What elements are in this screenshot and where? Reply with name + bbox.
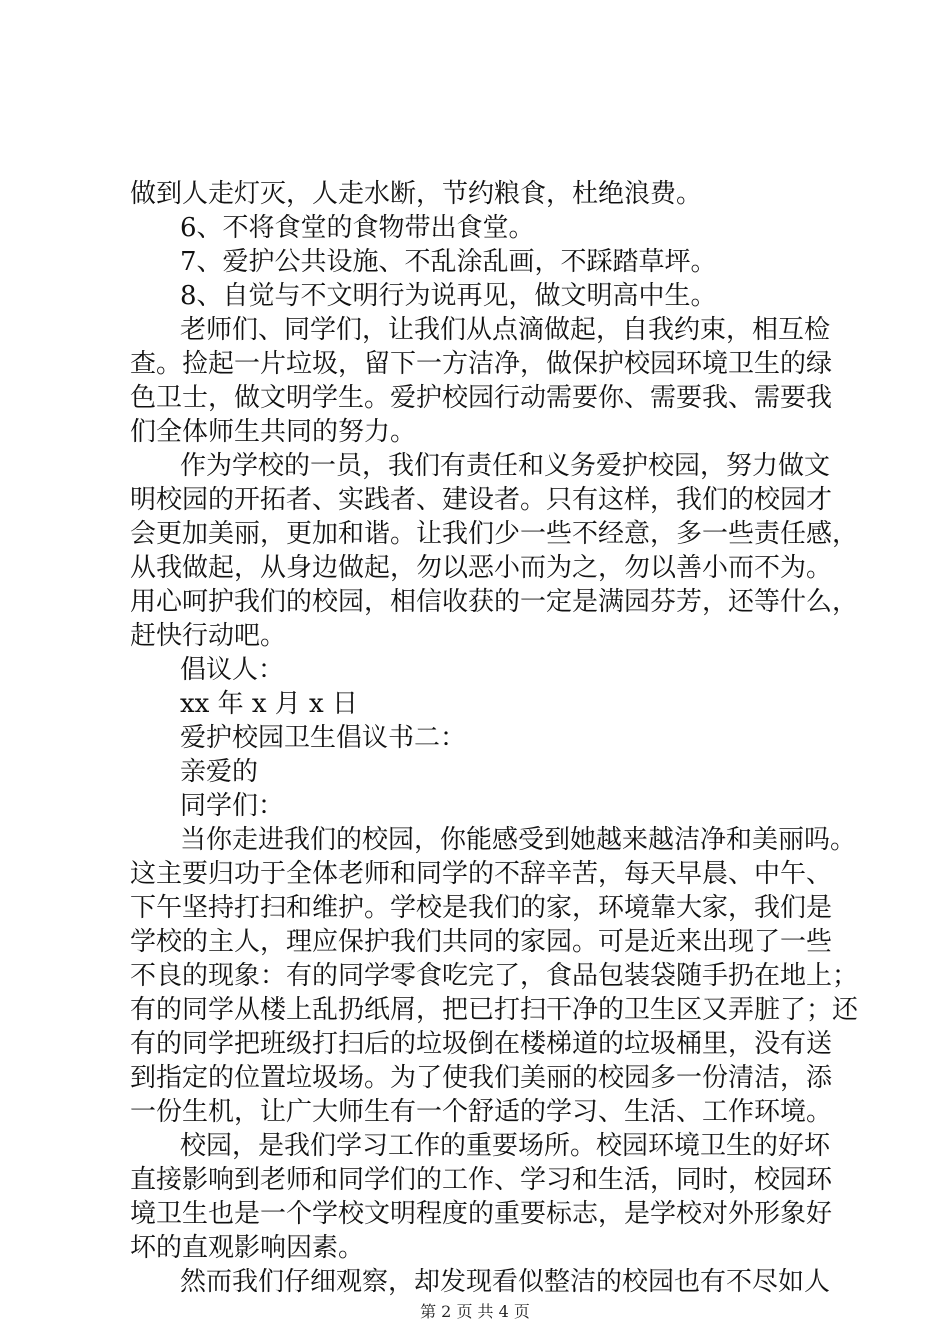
text-line: 色卫士，做文明学生。爱护校园行动需要你、需要我、需要我 [130,383,833,413]
text-line: 不良的现象：有的同学零食吃完了，食品包装袋随手扔在地上； [130,961,859,991]
text-line: 直接影响到老师和同学们的工作、学习和生活，同时，校园环 [130,1165,833,1195]
text-line: 校园，是我们学习工作的重要场所。校园环境卫生的好坏 [180,1131,831,1161]
salutation: 亲爱的 [180,757,259,787]
text-line: 7、爱护公共设施、不乱涂乱画，不踩踏草坪。 [180,247,717,277]
text-line: 明校园的开拓者、实践者、建设者。只有这样，我们的校园才 [130,485,833,515]
signatory-label: 倡议人： [180,655,285,685]
text-line: 8、自觉与不文明行为说再见，做文明高中生。 [180,281,717,311]
text-line: 会更加美丽，更加和谐。让我们少一些不经意，多一些责任感， [130,519,859,549]
text-line: 坏的直观影响因素。 [130,1233,365,1263]
text-line: 有的同学从楼上乱扔纸屑，把已打扫干净的卫生区又弄脏了；还 [130,995,859,1025]
text-line: 这主要归功于全体老师和同学的不辞辛苦，每天早晨、中午、 [130,859,833,889]
date-line: xx 年 x 月 x 日 [180,689,358,719]
text-line: 有的同学把班级打扫后的垃圾倒在楼梯道的垃圾桶里，没有送 [130,1029,833,1059]
text-line: 下午坚持打扫和维护。学校是我们的家，环境靠大家，我们是 [130,893,833,923]
text-line: 从我做起，从身边做起，勿以恶小而为之，勿以善小而不为。 [130,553,833,583]
text-line: 学校的主人，理应保护我们共同的家园。可是近来出现了一些 [130,927,833,957]
text-line: 做到人走灯灭，人走水断，节约粮食，杜绝浪费。 [130,179,703,209]
text-line: 赶快行动吧。 [130,621,287,651]
salutation: 同学们： [180,791,285,821]
text-line: 作为学校的一员，我们有责任和义务爱护校园，努力做文 [180,451,831,481]
text-line: 老师们、同学们，让我们从点滴做起，自我约束，相互检 [180,315,831,345]
section-heading: 爱护校园卫生倡议书二： [180,723,467,753]
text-line: 当你走进我们的校园，你能感受到她越来越洁净和美丽吗。 [180,825,857,855]
text-line: 查。捡起一片垃圾，留下一方洁净，做保护校园环境卫生的绿 [130,349,833,379]
text-line: 用心呵护我们的校园，相信收获的一定是满园芬芳，还等什么， [130,587,859,617]
text-line: 一份生机，让广大师生有一个舒适的学习、生活、工作环境。 [130,1097,833,1127]
text-line: 到指定的位置垃圾场。为了使我们美丽的校园多一份清洁，添 [130,1063,833,1093]
text-line: 境卫生也是一个学校文明程度的重要标志，是学校对外形象好 [130,1199,833,1229]
page-number-footer: 第 2 页 共 4 页 [420,1302,530,1321]
text-line: 6、不将食堂的食物带出食堂。 [180,213,535,243]
text-line: 们全体师生共同的努力。 [130,417,417,447]
text-line: 然而我们仔细观察，却发现看似整洁的校园也有不尽如人 [180,1267,831,1297]
